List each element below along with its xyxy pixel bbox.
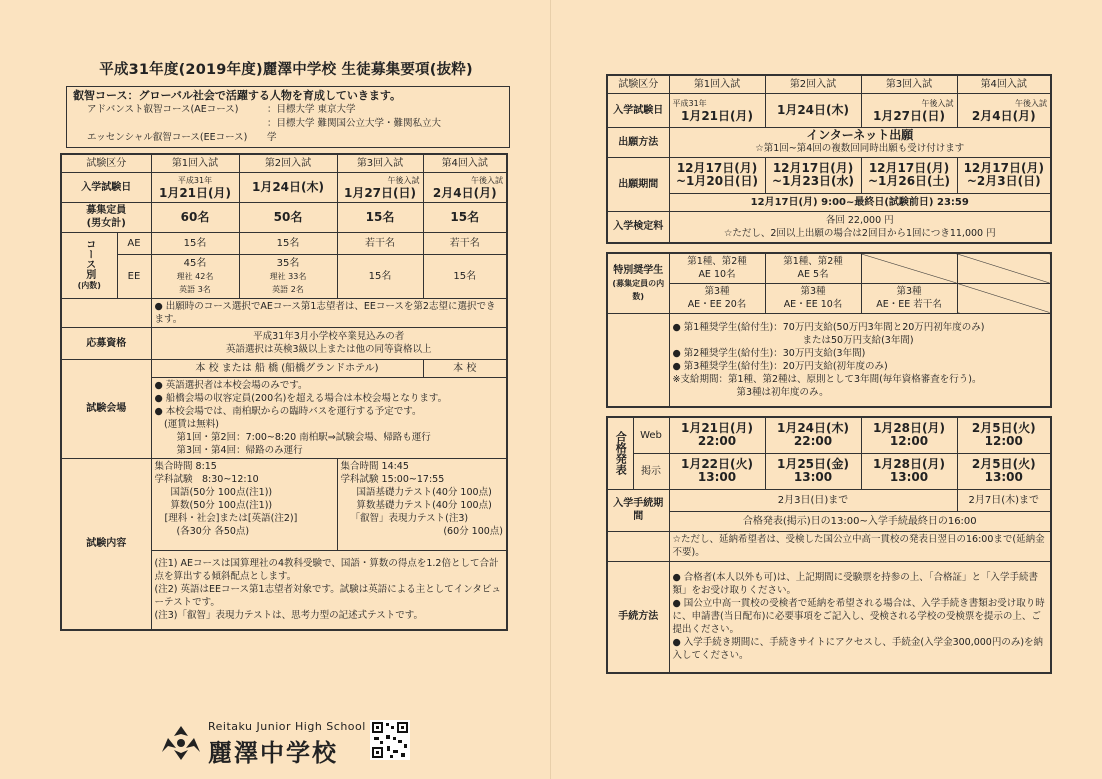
- date-cell: 1月24日(木): [239, 172, 337, 202]
- right-table-top: [606, 74, 1052, 244]
- method-row: 出願方法 インターネット出願 ☆第1回~第4回の複数回同時出願も受け付けます: [607, 127, 1051, 157]
- course-box: [66, 86, 510, 148]
- period-common-row: 12月17日(月) 9:00~最終日(試験前日) 23:59: [607, 193, 1051, 211]
- row-label: 入学試験日: [61, 172, 151, 202]
- capacity-row: 募集定員 (男女計) 60名 50名 15名 15名: [61, 202, 507, 232]
- header-cell: 第4回入試: [423, 154, 507, 172]
- school-footer: [160, 718, 400, 766]
- school-name-en: Reitaku Junior High School: [208, 720, 366, 733]
- row-label: 募集定員 (男女計): [61, 202, 151, 232]
- venue-main-row: 試験会場 本 校 または 船 橋 (船橋グランドホテル) 本 校: [61, 359, 507, 377]
- ae-row: コース別 (内数) AE 15名 15名 若干名 若干名: [61, 232, 507, 254]
- venue-notes-row: ● 英語選択者は本校会場のみです。 ● 船橋会場の収容定員(200名)を超える場合は本校会場となります。 ● 本校会場では、南柏駅からの臨時バスを運行する予定です。 (運賃は無料) 第1回・第2回：7:00~8:20 南柏駅⇒試験会場、帰路も運行 第3回・第4回：帰路のみ運行: [61, 377, 507, 458]
- course-ae: アドバンスト叡智コース(AEコース) ：目標大学 東京大学: [87, 104, 356, 115]
- header-cell: 試験区分: [61, 154, 151, 172]
- qr-code-icon[interactable]: [370, 720, 410, 760]
- school-name-jp: 麗澤中学校: [208, 739, 338, 767]
- left-table: [60, 153, 508, 631]
- row-label: 試験内容: [61, 458, 151, 630]
- course-main: 叡智コース：グローバル社会で活躍する人物を育成していきます。: [73, 89, 402, 102]
- row-label: 応募資格: [61, 327, 151, 359]
- right-header-row: 試験区分 第1回入試 第2回入試 第3回入試 第4回入試: [607, 75, 1051, 93]
- result-table: 合格発表 Web 1月21日(月) 22:00 1月24日(木) 22:00 1月28日(月) 12:00 2月5日(火) 12:00 掲示 1月22日(火) 13:00 1月25日(金) 13:00 1月28日(月) 13:00 2月5日(火) 13:00 入学手続期間 2月3日(日)まで 2月7日(木)まで 合格発表(掲示)日の13:00~入学手続最終日の16:00 ☆ただし、延納希望者は、受検した国公立中高一貫校の発表日翌日の16:00まで(延納金不要)。 手続方法 ● 合格者(本人以外も可)は、上記期間に受験票を持参の上、「合格証」と「入学手続書類」をお受け取りください。 ● 国公立中高一貫校の受検者で延納を希望される場合は、入学手続き書類お受け取り時に、申請書(当日配布)に必要事項をご記入し、受検される学校の受検票を提示の上、ご提出ください。 ● 入学手続き期間に、手続きサイトにアクセスし、手続金(入学金300,000円のみ)を納入してください。: [606, 416, 1052, 674]
- scholarship-table: 特別奨学生 (募集定員の内数) 第1種、第2種 AE 10名 第1種、第2種 AE 5名 第3種 AE・EE 20名 第3種 AE・EE 10名 第3種 AE・EE 若干名 ● 第1種奨学生(給付生)：70万円支給(50万円3年間と20万円初年度のみ) または50万円支給(3年間) ● 第2種奨学生(給付生)：30万円支給(3年間) ● 第3種奨学生(給付生)：20万円支給(初年度のみ) ※支給期間：第1種、第2種は、原則として3年間(毎年資格審査を行う)。 第3種は初年度のみ。: [606, 252, 1052, 408]
- eligibility-row: 応募資格 平成31年3月小学校卒業見込みの者 英語選択は英検3級以上または他の同等資格以上: [61, 327, 507, 359]
- school-crest-icon: [160, 724, 202, 762]
- header-cell: 第3回入試: [337, 154, 423, 172]
- header-cell: 第2回入試: [239, 154, 337, 172]
- course-note-row: ● 出願時のコース選択でAEコース第1志望者は、EEコースを第2志望に選択できます。: [61, 298, 507, 327]
- course-side-label: コース別 (内数): [61, 232, 117, 298]
- fee-row: 入学検定料 各回 22,000 円 ☆ただし、2回以上出願の場合は2回目から1回につき11,000 円: [607, 211, 1051, 243]
- period-row: 出願期間 12月17日(月) ~1月20日(日) 12月17日(月) ~1月23日(水) 12月17日(月) ~1月26日(土) 12月17日(月) ~2月3日(日): [607, 157, 1051, 193]
- date-cell: 午後入試 2月4日(月): [423, 172, 507, 202]
- right-panel: [606, 74, 1052, 674]
- course-ee: エッセンシャル叡智コース(EEコース)：目標大学 難関国公立大学・難関私立大学: [87, 118, 442, 143]
- ee-row: EE 45名 理社 42名 英語 3名 35名 理社 33名 英語 2名 15名 15名: [61, 254, 507, 298]
- page-title: 平成31年度(2019年度)麗澤中学校 生徒募集要項(抜粋): [99, 62, 473, 78]
- row-label: 試験会場: [61, 359, 151, 458]
- left-header-row: [61, 154, 507, 172]
- header-cell: 第1回入試: [151, 154, 239, 172]
- left-date-row: [61, 172, 507, 202]
- fold-line: [550, 0, 551, 779]
- date-cell: 午後入試 1月27日(日): [337, 172, 423, 202]
- content-notes-row: (注1) AEコースは国算理社の4教科受験で、国語・算数の得点を1.2倍として合計点を算出する傾斜配点とします。 (注2) 英語はEEコース第1志望者対象です。試験は英語による主としてインタビューテストです。 (注3)「叡智」表現力テストは、思考力型の記述式テストです。: [61, 550, 507, 630]
- left-panel: [60, 60, 512, 631]
- right-date-row: 入学試験日 平成31年 1月21日(月) 1月24日(木) 午後入試 1月27日(日) 午後入試 2月4日(月): [607, 93, 1051, 127]
- content-row: 試験内容 集合時間 8:15 学科試験 8:30~12:10 国語(50分 100点(注1)) 算数(50分 100点(注1)) [理科・社会]または[英語(注2)] (各30分 各50点) 集合時間 14:45 学科試験 15:00~17:55 国語基礎力テスト(40分 100点) 算数基礎力テスト(40分 100点) 「叡智」表現力テスト(注3) (60分 100点): [61, 458, 507, 550]
- date-cell: 平成31年 1月21日(月): [151, 172, 239, 202]
